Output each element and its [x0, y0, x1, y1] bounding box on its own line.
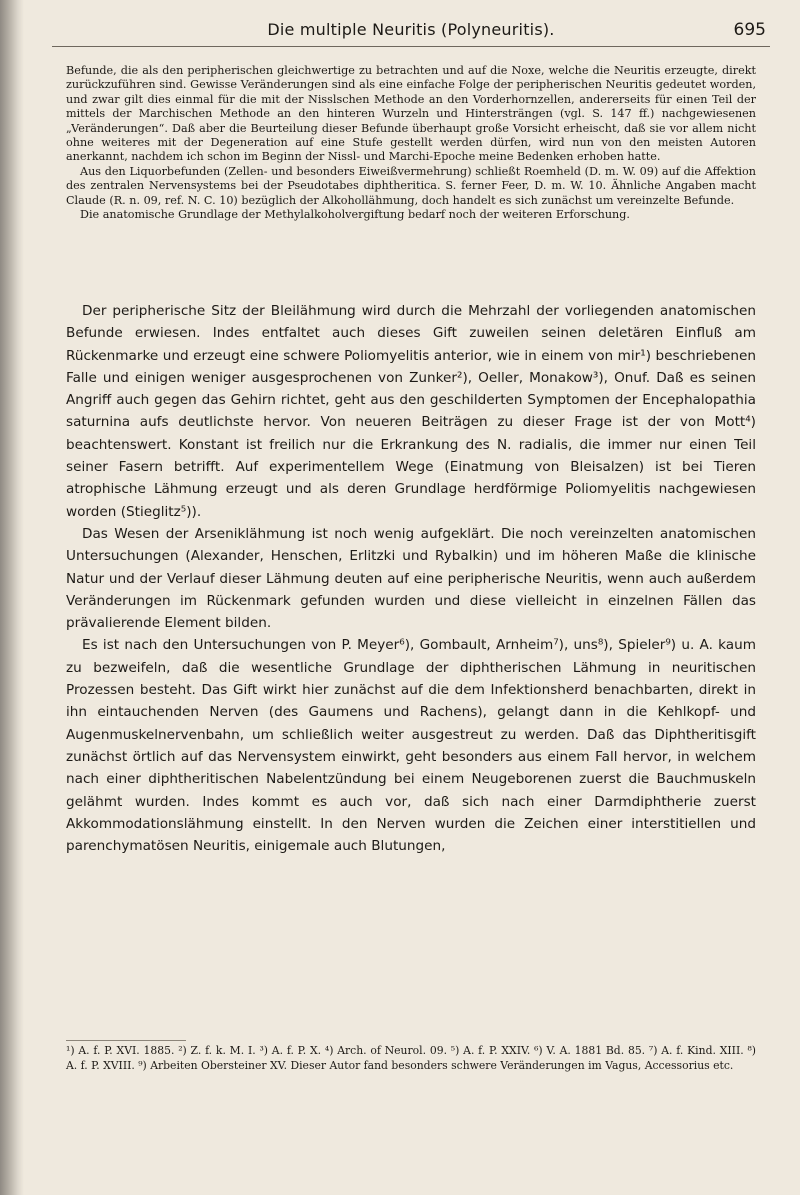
page-title: Die multiple Neuritis (Polyneuritis). [267, 20, 555, 39]
book-page [52, 0, 770, 1195]
running-head [52, 20, 770, 47]
footnotes [66, 1044, 756, 1073]
book-spine-shadow [0, 0, 24, 1195]
footnote-text: ¹) A. f. P. XVI. 1885. ²) Z. f. k. M. I. ³) A. f. P. X. ⁴) Arch. of Neurol. 09. ⁵) A. f. P. XXIV. ⁶) V. A. 1881 Bd. 85. ⁷) A. f. Kind. XIII. ⁸) A. f. P. XVIII. ⁹) Arbeiten Obersteiner XV. Dieser Autor fand besonders schwere Veränderungen im Vagus, Accessorius etc. [66, 1044, 756, 1072]
main-text-section [66, 300, 756, 857]
small-print-section [66, 64, 756, 222]
paragraph-arsenic-paralysis: Das Wesen der Arseniklähmung ist noch wenig aufgeklärt. Die noch vereinzelten anatomischen Untersuchungen (Alexander, Henschen, Erlitzki und Rybalkin) und im höheren Maße die klinische Natur und der Verlauf dieser Lähmung deuten auf eine peripherische Neuritis, wenn auch außerdem Veränderungen im Rückenmark gefunden wurden und diese vielleicht in einzelnen Fällen das prävalierende Element bilden. [66, 525, 756, 632]
small-paragraph: Befunde, die als den peripherischen gleichwertige zu betrachten und auf die Noxe, welche die Neuritis erzeugte, direkt zurückzuführen sind. Gewisse Veränderungen sind als eine einfache Folge der peripherischen Neuritis gedeutet worden, und zwar gilt dies einmal für die mit der Nisslschen Methode an den Vorderhornzellen, andererseits für einen Teil der mittels der Marchischen Methode an den hinteren Wurzeln und Hintersträngen (vgl. S. 147 ff.) nachgewiesenen „Veränderungen“. Daß aber die Beurteilung dieser Befunde überhaupt große Vorsicht erheischt, daß sie vor allem nicht ohne weiteres mit der Degeneration auf eine Stufe gestellt werden dürfen, wird nun von den meisten Autoren anerkannt, nachdem ich schon im Beginn der Nissl- und Marchi-Epoche meine Bedenken erhoben hatte. [66, 64, 756, 164]
paragraph-lead-poisoning: Der peripherische Sitz der Bleilähmung wird durch die Mehrzahl der vorliegenden anatomischen Befunde erwiesen. Indes entfaltet auch dieses Gift zuweilen seinen deletären Einfluß am Rückenmarke und erzeugt eine schwere Poliomyelitis anterior, wie in einem von mir¹) beschriebenen Falle und einigen weniger ausgesprochenen von Zunker²), Oeller, Monakow³), Onuf. Daß es seinen Angriff auch gegen das Gehirn richtet, geht aus den geschilderten Symptomen der Encephalopathia saturnina aufs deutlichste hervor. Von neueren Beiträgen zu dieser Frage ist der von Mott⁴) beachtenswert. Konstant ist freilich nur die Erkrankung des N. radialis, die immer nur einen Teil seiner Fasern betrifft. Auf experimentellem Wege (Einatmung von Bleisalzen) ist bei Tieren atrophische Lähmung erzeugt und als deren Grundlage herdförmige Poliomyelitis nachgewiesen worden (Stieglitz⁵)). [66, 303, 756, 520]
small-paragraph: Aus den Liquorbefunden (Zellen- und besonders Eiweißvermehrung) schließt Roemheld (D. m. W. 09) auf die Affektion des zentralen Nervensystems bei der Pseudotabes diphtheritica. S. ferner Feer, D. m. W. 10. Ähnliche Angaben macht Claude (R. n. 09, ref. N. C. 10) bezüglich der Alkohollähmung, doch handelt es sich zunächst um vereinzelte Befunde. [66, 164, 756, 207]
page-number: 695 [733, 20, 766, 40]
footnote-divider [66, 1040, 186, 1041]
paragraph-diphtheric-paralysis: Es ist nach den Untersuchungen von P. Meyer⁶), Gombault, Arnheim⁷), uns⁸), Spieler⁹) u. A. kaum zu bezweifeln, daß die wesentliche Grundlage der diphtherischen Lähmung in neuritischen Prozessen besteht. Das Gift wirkt hier zunächst auf die dem Infektionsherd benachbarten, direkt in ihn eintauchenden Nerven (des Gaumens und Rachens), gelangt dann in die Kehlkopf- und Augenmuskelnervenbahn, um schließlich weiter ausgestreut zu werden. Daß das Diphtheritisgift zunächst örtlich auf das Nervensystem einwirkt, geht besonders aus einem Fall hervor, in welchem nach einer diphtheritischen Nabelentzündung bei einem Neugeborenen zuerst die Bauchmuskeln gelähmt wurden. Indes kommt es auch vor, daß sich nach einer Darmdiphtherie zuerst Akkommodationslähmung einstellt. In den Nerven wurden die Zeichen einer interstitiellen und parenchymatösen Neuritis, einigemale auch Blutungen, [66, 637, 756, 855]
small-paragraph: Die anatomische Grundlage der Methylalkoholvergiftung bedarf noch der weiteren Erforschung. [80, 208, 630, 222]
